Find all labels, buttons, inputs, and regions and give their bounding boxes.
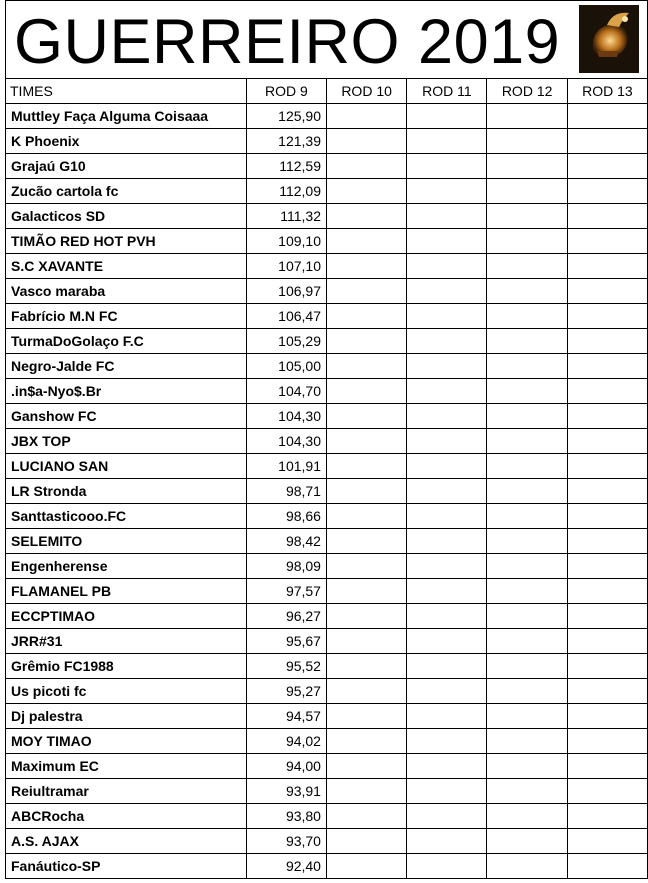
table-row: [6, 829, 648, 854]
rod-12-empty-cell[interactable]: [487, 404, 567, 429]
rod-13-empty-cell[interactable]: [567, 479, 647, 504]
rod-10-empty-cell[interactable]: [326, 404, 406, 429]
rod-11-empty-cell[interactable]: [407, 429, 487, 454]
rod-9-score-cell[interactable]: 93,91: [246, 779, 326, 804]
rod-10-empty-cell[interactable]: [326, 104, 406, 129]
team-name-cell[interactable]: Santtasticooo.FC: [6, 504, 247, 529]
rod-9-score-cell[interactable]: 125,90: [246, 104, 326, 129]
rod-12-empty-cell[interactable]: [487, 379, 567, 404]
team-name-cell[interactable]: Vasco maraba: [6, 279, 247, 304]
table-row: [6, 154, 648, 179]
team-name-cell[interactable]: Dj palestra: [6, 704, 247, 729]
rod-11-empty-cell[interactable]: [407, 779, 487, 804]
rod-12-empty-cell[interactable]: [487, 529, 567, 554]
rod-10-empty-cell[interactable]: [326, 754, 406, 779]
rod-10-empty-cell[interactable]: [326, 204, 406, 229]
rod-12-empty-cell[interactable]: [487, 329, 567, 354]
rod-11-empty-cell[interactable]: [407, 579, 487, 604]
table-row: [6, 229, 648, 254]
rod-13-empty-cell[interactable]: [567, 604, 647, 629]
rod-13-empty-cell[interactable]: [567, 754, 647, 779]
table-row: [6, 129, 648, 154]
rod-9-score-cell[interactable]: 104,30: [246, 404, 326, 429]
rod-13-empty-cell[interactable]: [567, 429, 647, 454]
team-name-cell[interactable]: FLAMANEL PB: [6, 579, 247, 604]
rod-10-empty-cell[interactable]: [326, 179, 406, 204]
table-body: [6, 104, 648, 879]
rod-9-score-cell[interactable]: 112,09: [246, 179, 326, 204]
rod-12-empty-cell[interactable]: [487, 429, 567, 454]
rod-11-empty-cell[interactable]: [407, 129, 487, 154]
rod-10-empty-cell[interactable]: [326, 279, 406, 304]
rod-13-empty-cell[interactable]: [567, 279, 647, 304]
rod-12-empty-cell[interactable]: [487, 754, 567, 779]
helmet-logo-icon: [579, 5, 639, 73]
team-name-cell[interactable]: Muttley Faça Alguma Coisaaa: [6, 104, 247, 129]
rod-11-empty-cell[interactable]: [407, 654, 487, 679]
rod-11-empty-cell[interactable]: [407, 404, 487, 429]
rod-13-empty-cell[interactable]: [567, 729, 647, 754]
team-name-cell[interactable]: Fanáutico-SP: [6, 854, 247, 879]
table-row: [6, 304, 648, 329]
rod-12-empty-cell[interactable]: [487, 454, 567, 479]
rod-9-score-cell[interactable]: 98,09: [246, 554, 326, 579]
rod-9-score-cell[interactable]: 109,10: [246, 229, 326, 254]
rod-11-empty-cell[interactable]: [407, 354, 487, 379]
rod-10-empty-cell[interactable]: [326, 829, 406, 854]
rod-11-empty-cell[interactable]: [407, 304, 487, 329]
rod-9-score-cell[interactable]: 98,42: [246, 529, 326, 554]
rod-10-empty-cell[interactable]: [326, 579, 406, 604]
rod-13-empty-cell[interactable]: [567, 154, 647, 179]
team-name-cell[interactable]: Reiultramar: [6, 779, 247, 804]
rod-11-empty-cell[interactable]: [407, 529, 487, 554]
rod-11-empty-cell[interactable]: [407, 679, 487, 704]
rod-10-empty-cell[interactable]: [326, 329, 406, 354]
rod-13-empty-cell[interactable]: [567, 104, 647, 129]
rod-9-score-cell[interactable]: 93,70: [246, 829, 326, 854]
table-row: [6, 104, 648, 129]
table-row: [6, 254, 648, 279]
team-name-cell[interactable]: A.S. AJAX: [6, 829, 247, 854]
rod-11-empty-cell[interactable]: [407, 554, 487, 579]
rod-9-score-cell[interactable]: 94,57: [246, 704, 326, 729]
rod-11-empty-cell[interactable]: [407, 854, 487, 879]
rod-13-empty-cell[interactable]: [567, 354, 647, 379]
team-name-cell[interactable]: LUCIANO SAN: [6, 454, 247, 479]
table-row: [6, 854, 648, 879]
rod-13-empty-cell[interactable]: [567, 854, 647, 879]
rod-9-score-cell[interactable]: 111,32: [246, 204, 326, 229]
rod-12-empty-cell[interactable]: [487, 254, 567, 279]
rod-10-empty-cell[interactable]: [326, 154, 406, 179]
rod-13-empty-cell[interactable]: [567, 379, 647, 404]
rod-11-empty-cell[interactable]: [407, 604, 487, 629]
rod-9-score-cell[interactable]: 95,27: [246, 679, 326, 704]
team-name-cell[interactable]: Negro-Jalde FC: [6, 354, 247, 379]
rod-10-empty-cell[interactable]: [326, 804, 406, 829]
header-rod-10: ROD 10: [326, 79, 406, 104]
rod-12-empty-cell[interactable]: [487, 479, 567, 504]
table-row: [6, 429, 648, 454]
table-row: [6, 679, 648, 704]
rod-9-score-cell[interactable]: 95,67: [246, 629, 326, 654]
table-row: [6, 379, 648, 404]
rod-11-empty-cell[interactable]: [407, 204, 487, 229]
rod-10-empty-cell[interactable]: [326, 454, 406, 479]
rod-13-empty-cell[interactable]: [567, 129, 647, 154]
rod-11-empty-cell[interactable]: [407, 329, 487, 354]
rod-12-empty-cell[interactable]: [487, 804, 567, 829]
rod-12-empty-cell[interactable]: [487, 279, 567, 304]
table-row: [6, 779, 648, 804]
rod-12-empty-cell[interactable]: [487, 129, 567, 154]
rod-11-empty-cell[interactable]: [407, 479, 487, 504]
table-row: [6, 579, 648, 604]
rod-13-empty-cell[interactable]: [567, 504, 647, 529]
table-row: [6, 529, 648, 554]
rod-11-empty-cell[interactable]: [407, 754, 487, 779]
rod-11-empty-cell[interactable]: [407, 254, 487, 279]
rod-10-empty-cell[interactable]: [326, 479, 406, 504]
rod-9-score-cell[interactable]: 104,70: [246, 379, 326, 404]
table-row: [6, 479, 648, 504]
table-row: [6, 354, 648, 379]
rod-11-empty-cell[interactable]: [407, 829, 487, 854]
rod-12-empty-cell[interactable]: [487, 354, 567, 379]
rod-11-empty-cell[interactable]: [407, 454, 487, 479]
rod-9-score-cell[interactable]: 98,66: [246, 504, 326, 529]
title-row: [5, 0, 648, 78]
rod-9-score-cell[interactable]: 101,91: [246, 454, 326, 479]
rod-10-empty-cell[interactable]: [326, 229, 406, 254]
team-name-cell[interactable]: .in$a-Nyo$.Br: [6, 379, 247, 404]
rod-13-empty-cell[interactable]: [567, 529, 647, 554]
rod-13-empty-cell[interactable]: [567, 554, 647, 579]
rod-10-empty-cell[interactable]: [326, 304, 406, 329]
table-row: [6, 279, 648, 304]
rod-9-score-cell[interactable]: 95,52: [246, 654, 326, 679]
rod-11-empty-cell[interactable]: [407, 704, 487, 729]
team-name-cell[interactable]: Zucão cartola fc: [6, 179, 247, 204]
rod-10-empty-cell[interactable]: [326, 629, 406, 654]
table-row: [6, 329, 648, 354]
rod-10-empty-cell[interactable]: [326, 604, 406, 629]
page-title: GUERREIRO 2019: [14, 7, 561, 77]
rod-10-empty-cell[interactable]: [326, 354, 406, 379]
rod-12-empty-cell[interactable]: [487, 504, 567, 529]
rod-13-empty-cell[interactable]: [567, 304, 647, 329]
rod-12-empty-cell[interactable]: [487, 104, 567, 129]
rod-12-empty-cell[interactable]: [487, 154, 567, 179]
table-row: [6, 729, 648, 754]
rod-11-empty-cell[interactable]: [407, 229, 487, 254]
rod-12-empty-cell[interactable]: [487, 204, 567, 229]
team-name-cell[interactable]: ABCRocha: [6, 804, 247, 829]
rod-13-empty-cell[interactable]: [567, 404, 647, 429]
ranking-table: [5, 78, 648, 879]
rod-12-empty-cell[interactable]: [487, 579, 567, 604]
rod-12-empty-cell[interactable]: [487, 604, 567, 629]
rod-9-score-cell[interactable]: 98,71: [246, 479, 326, 504]
rod-13-empty-cell[interactable]: [567, 679, 647, 704]
team-name-cell[interactable]: MOY TIMAO: [6, 729, 247, 754]
rod-11-empty-cell[interactable]: [407, 804, 487, 829]
header-rod-9: ROD 9: [246, 79, 326, 104]
team-name-cell[interactable]: ECCPTIMAO: [6, 604, 247, 629]
table-row: [6, 554, 648, 579]
rod-12-empty-cell[interactable]: [487, 229, 567, 254]
rod-10-empty-cell[interactable]: [326, 254, 406, 279]
team-name-cell[interactable]: Engenherense: [6, 554, 247, 579]
header-rod-12: ROD 12: [487, 79, 567, 104]
team-name-cell[interactable]: TurmaDoGolaço F.C: [6, 329, 247, 354]
rod-13-empty-cell[interactable]: [567, 579, 647, 604]
rod-10-empty-cell[interactable]: [326, 679, 406, 704]
rod-11-empty-cell[interactable]: [407, 104, 487, 129]
rod-9-score-cell[interactable]: 97,57: [246, 579, 326, 604]
table-row: [6, 754, 648, 779]
header-row: [6, 79, 648, 104]
rod-12-empty-cell[interactable]: [487, 629, 567, 654]
team-name-cell[interactable]: TIMÃO RED HOT PVH: [6, 229, 247, 254]
rod-10-empty-cell[interactable]: [326, 129, 406, 154]
team-name-cell[interactable]: Fabrício M.N FC: [6, 304, 247, 329]
team-name-cell[interactable]: Galacticos SD: [6, 204, 247, 229]
rod-13-empty-cell[interactable]: [567, 329, 647, 354]
rod-12-empty-cell[interactable]: [487, 854, 567, 879]
rod-12-empty-cell[interactable]: [487, 779, 567, 804]
table-row: [6, 404, 648, 429]
table-row: [6, 204, 648, 229]
rod-11-empty-cell[interactable]: [407, 179, 487, 204]
team-name-cell[interactable]: Ganshow FC: [6, 404, 247, 429]
table-row: [6, 804, 648, 829]
rod-13-empty-cell[interactable]: [567, 829, 647, 854]
rod-12-empty-cell[interactable]: [487, 729, 567, 754]
rod-13-empty-cell[interactable]: [567, 704, 647, 729]
rod-12-empty-cell[interactable]: [487, 304, 567, 329]
rod-11-empty-cell[interactable]: [407, 629, 487, 654]
rod-13-empty-cell[interactable]: [567, 779, 647, 804]
rod-13-empty-cell[interactable]: [567, 654, 647, 679]
rod-10-empty-cell[interactable]: [326, 429, 406, 454]
rod-10-empty-cell[interactable]: [326, 704, 406, 729]
rod-10-empty-cell[interactable]: [326, 854, 406, 879]
rod-10-empty-cell[interactable]: [326, 529, 406, 554]
rod-10-empty-cell[interactable]: [326, 554, 406, 579]
rod-9-score-cell[interactable]: 93,80: [246, 804, 326, 829]
rod-9-score-cell[interactable]: 107,10: [246, 254, 326, 279]
table-row: [6, 504, 648, 529]
rod-13-empty-cell[interactable]: [567, 204, 647, 229]
table-row: [6, 629, 648, 654]
rod-9-score-cell[interactable]: 96,27: [246, 604, 326, 629]
rod-11-empty-cell[interactable]: [407, 729, 487, 754]
header-times: TIMES: [6, 79, 247, 104]
rod-10-empty-cell[interactable]: [326, 779, 406, 804]
rod-13-empty-cell[interactable]: [567, 254, 647, 279]
rod-10-empty-cell[interactable]: [326, 654, 406, 679]
team-name-cell[interactable]: Grêmio FC1988: [6, 654, 247, 679]
team-name-cell[interactable]: Us picoti fc: [6, 679, 247, 704]
rod-9-score-cell[interactable]: 104,30: [246, 429, 326, 454]
team-name-cell[interactable]: LR Stronda: [6, 479, 247, 504]
rod-10-empty-cell[interactable]: [326, 379, 406, 404]
rod-12-empty-cell[interactable]: [487, 679, 567, 704]
rod-12-empty-cell[interactable]: [487, 704, 567, 729]
rod-9-score-cell[interactable]: 121,39: [246, 129, 326, 154]
rod-9-score-cell[interactable]: 105,29: [246, 329, 326, 354]
rod-10-empty-cell[interactable]: [326, 504, 406, 529]
table-row: [6, 179, 648, 204]
team-name-cell[interactable]: JRR#31: [6, 629, 247, 654]
rod-12-empty-cell[interactable]: [487, 829, 567, 854]
team-name-cell[interactable]: SELEMITO: [6, 529, 247, 554]
rod-11-empty-cell[interactable]: [407, 379, 487, 404]
header-rod-11: ROD 11: [407, 79, 487, 104]
rod-12-empty-cell[interactable]: [487, 654, 567, 679]
rod-13-empty-cell[interactable]: [567, 179, 647, 204]
rod-11-empty-cell[interactable]: [407, 154, 487, 179]
team-name-cell[interactable]: JBX TOP: [6, 429, 247, 454]
rod-11-empty-cell[interactable]: [407, 279, 487, 304]
rod-9-score-cell[interactable]: 94,00: [246, 754, 326, 779]
team-name-cell[interactable]: Maximum EC: [6, 754, 247, 779]
team-name-cell[interactable]: K Phoenix: [6, 129, 247, 154]
rod-9-score-cell[interactable]: 92,40: [246, 854, 326, 879]
rod-9-score-cell[interactable]: 112,59: [246, 154, 326, 179]
rod-9-score-cell[interactable]: 106,97: [246, 279, 326, 304]
rod-11-empty-cell[interactable]: [407, 504, 487, 529]
table-row: [6, 604, 648, 629]
rod-12-empty-cell[interactable]: [487, 179, 567, 204]
rod-9-score-cell[interactable]: 106,47: [246, 304, 326, 329]
rod-13-empty-cell[interactable]: [567, 804, 647, 829]
header-rod-13: ROD 13: [567, 79, 647, 104]
table-row: [6, 654, 648, 679]
rod-10-empty-cell[interactable]: [326, 729, 406, 754]
rod-13-empty-cell[interactable]: [567, 229, 647, 254]
rod-13-empty-cell[interactable]: [567, 629, 647, 654]
table-row: [6, 454, 648, 479]
rod-13-empty-cell[interactable]: [567, 454, 647, 479]
rod-9-score-cell[interactable]: 94,02: [246, 729, 326, 754]
team-name-cell[interactable]: S.C XAVANTE: [6, 254, 247, 279]
rod-12-empty-cell[interactable]: [487, 554, 567, 579]
rod-9-score-cell[interactable]: 105,00: [246, 354, 326, 379]
team-name-cell[interactable]: Grajaú G10: [6, 154, 247, 179]
table-row: [6, 704, 648, 729]
